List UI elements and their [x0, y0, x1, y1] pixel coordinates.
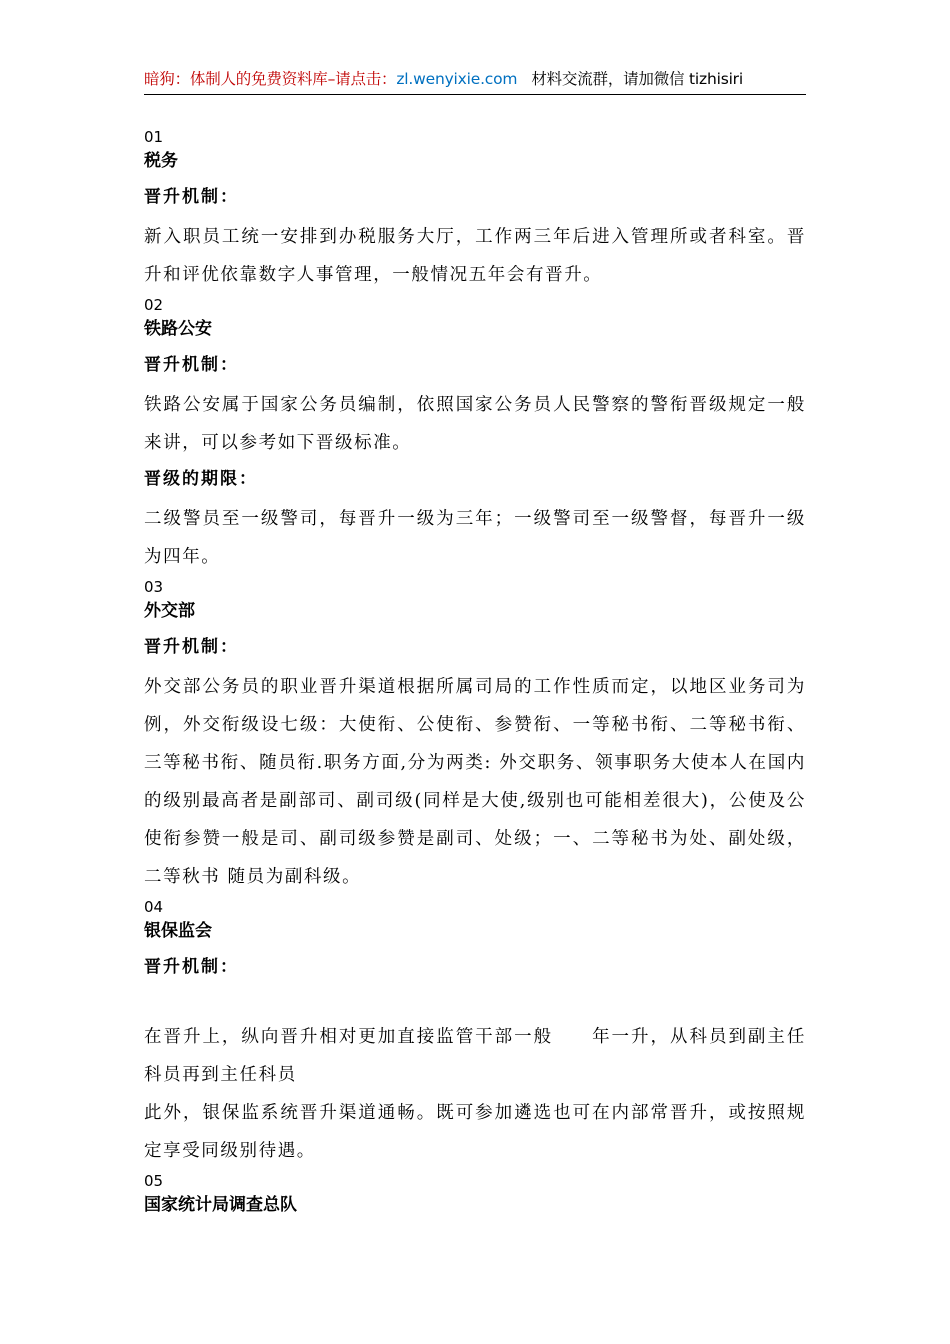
section-label: 晋升机制：	[144, 637, 239, 657]
section-paragraph: 铁路公安属于国家公务员编制，依照国家公务员人民警察的警衔晋级规定一般来讲，可以参考如下晋级标准。	[144, 395, 806, 453]
header-wechat-note: 材料交流群，请加微信 tizhisiri	[531, 70, 743, 88]
section-foreign-affairs	[144, 576, 806, 896]
section-title: 外交部	[144, 601, 195, 621]
section-title: 银保监会	[144, 921, 212, 941]
section-paragraph: 此外，银保监系统晋升渠道通畅。既可参加遴选也可在内部常晋升，或按照规定享受同级别待遇。	[144, 1103, 806, 1161]
section-railway-police	[144, 294, 806, 576]
header-click-prompt: –请点击：	[327, 70, 397, 88]
section-title: 税务	[144, 151, 178, 171]
section-paragraph: 新入职员工统一安排到办税服务大厅，工作两三年后进入管理所或者科室。晋升和评优依靠数字人事管理，一般情况五年会有晋升。	[144, 227, 806, 285]
section-number: 02	[144, 296, 164, 314]
section-label: 晋升机制：	[144, 355, 239, 375]
section-number: 05	[144, 1172, 164, 1190]
document-body	[144, 126, 806, 1228]
section-label: 晋升机制：	[144, 957, 239, 977]
header-site-name: 暗狗：体制人的免费资料库	[144, 70, 328, 88]
section-paragraph: 外交部公务员的职业晋升渠道根据所属司局的工作性质而定，以地区业务司为例，外交衔级设七级：大使衔、公使衔、参赞衔、一等秘书衔、二等秘书衔、三等秘书衔、随员衔.职务方面,分为两类: 外交职务、领事职务大使本人在国内的级别最高者是副部司、副司级(同样是大使,级别也可能相差很大)，公使及公使衔参赞一般是司、副司级参赞是副司、处级；一、二等秘书为处、副处级，二等秋书 随员为副科级。	[144, 677, 806, 887]
section-tax	[144, 126, 806, 294]
section-statistics-survey	[144, 1170, 806, 1218]
section-label-2: 晋级的期限：	[144, 469, 258, 489]
section-number: 03	[144, 578, 164, 596]
header-url-link[interactable]: zl.wenyixie.com	[396, 70, 518, 88]
section-paragraph: 在晋升上，纵向晋升相对更加直接监管干部一般 年一升，从科员到副主任科员再到主任科员	[144, 1027, 806, 1085]
section-label: 晋升机制：	[144, 187, 239, 207]
page-header	[144, 66, 806, 95]
section-paragraph-2: 二级警员至一级警司，每晋升一级为三年；一级警司至一级警督，每晋升一级为四年。	[144, 509, 806, 567]
section-number: 01	[144, 128, 164, 146]
section-number: 04	[144, 898, 164, 916]
section-cbirc	[144, 896, 806, 1170]
section-title: 铁路公安	[144, 319, 212, 339]
section-title: 国家统计局调查总队	[144, 1195, 297, 1215]
